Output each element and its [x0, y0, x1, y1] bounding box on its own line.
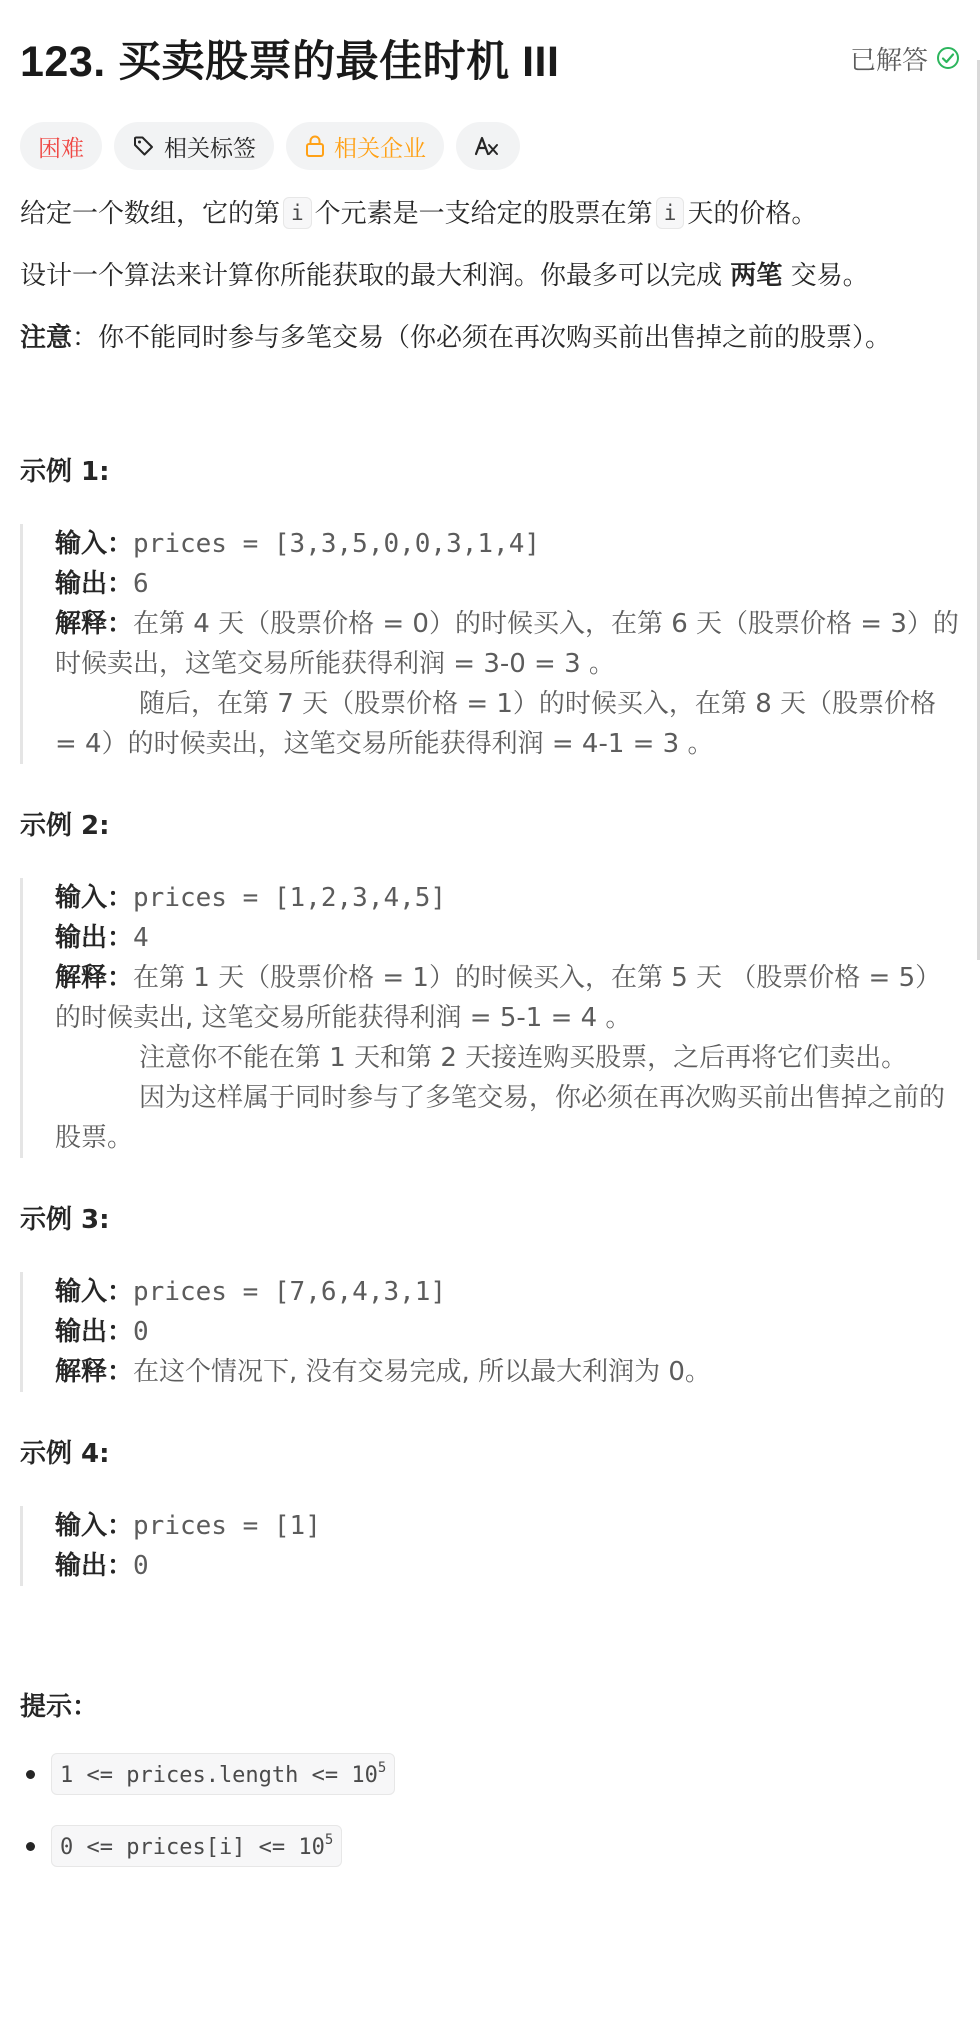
- desc-text: 给定一个数组，它的第: [20, 199, 281, 229]
- description-paragraph-2: [20, 256, 960, 296]
- difficulty-label: 困难: [38, 135, 84, 162]
- input-label: 输入：: [55, 1277, 134, 1307]
- related-companies-button[interactable]: [286, 122, 444, 170]
- example-explain-line: [55, 1078, 960, 1158]
- example-output-line: [55, 1546, 960, 1586]
- example-explain-line: [55, 684, 960, 764]
- check-circle-icon: [936, 46, 960, 70]
- constraint-item: [26, 1825, 960, 1867]
- output-label: 输出：: [55, 923, 134, 953]
- explain-label: 解释：: [55, 1357, 134, 1387]
- example-3-title: 示例 3:: [20, 1205, 110, 1235]
- input-label: 输入：: [55, 1511, 134, 1541]
- example-output-line: [55, 564, 960, 604]
- output-label: 输出：: [55, 1317, 134, 1347]
- description-paragraph-1: [20, 194, 960, 234]
- solved-label: 已解答: [849, 45, 928, 76]
- constraint-text: 1 <= prices.length <= 10: [60, 1763, 378, 1788]
- translate-button[interactable]: [456, 122, 520, 170]
- constraint-exponent: 5: [377, 1760, 387, 1776]
- desc-bold: 两笔: [730, 261, 783, 291]
- example-1-title: 示例 1:: [20, 457, 110, 487]
- example-explain-line: [55, 1352, 960, 1392]
- example-input-line: [55, 1272, 960, 1312]
- problem-header: [20, 28, 960, 88]
- note-label: 注意: [20, 323, 73, 353]
- constraints-title: 提示：: [20, 1692, 99, 1722]
- solved-status: [850, 40, 960, 77]
- example-output-line: [55, 1312, 960, 1352]
- example-input: prices = [1,2,3,4,5]: [133, 883, 447, 913]
- related-companies-label: 相关企业: [334, 135, 426, 162]
- tag-icon: [132, 134, 156, 158]
- constraint-code: [51, 1825, 342, 1867]
- desc-text: 设计一个算法来计算你所能获取的最大利润。你最多可以完成: [20, 261, 723, 291]
- example-explain: 随后，在第 7 天（股票价格 = 1）的时候买入，在第 8 天（股票价格 = 4）的时候卖出，这笔交易所能获得利润 = 4-1 = 3 。: [55, 689, 936, 759]
- example-output: 0: [133, 1551, 149, 1581]
- example-explain: 在这个情况下, 没有交易完成, 所以最大利润为 0。: [133, 1357, 711, 1387]
- example-explain: 在第 1 天（股票价格 = 1）的时候买入，在第 5 天 （股票价格 = 5）的时候卖出, 这笔交易所能获得利润 = 5-1 = 4 。: [55, 963, 942, 1033]
- example-input: prices = [7,6,4,3,1]: [133, 1277, 447, 1307]
- input-label: 输入：: [55, 883, 134, 913]
- description-note: [20, 318, 960, 358]
- lock-icon: [304, 134, 326, 158]
- inline-code: i: [283, 197, 312, 229]
- example-1-block: [20, 524, 960, 764]
- note-text: ：你不能同时参与多笔交易（你必须在再次购买前出售掉之前的股票）。: [72, 323, 892, 353]
- desc-text: 个元素是一支给定的股票在第: [314, 199, 653, 229]
- example-explain: 注意你不能在第 1 天和第 2 天接连购买股票，之后再将它们卖出。: [139, 1043, 908, 1073]
- problem-title: 123. 买卖股票的最佳时机 III: [20, 37, 560, 86]
- example-2-block: [20, 878, 960, 1158]
- related-tags-button[interactable]: [114, 122, 274, 170]
- example-input: prices = [1]: [133, 1511, 321, 1541]
- input-label: 输入：: [55, 529, 134, 559]
- example-input-line: [55, 524, 960, 564]
- related-tags-label: 相关标签: [164, 135, 256, 162]
- constraint-item: [26, 1753, 960, 1795]
- example-explain-line: [55, 1038, 960, 1078]
- output-label: 输出：: [55, 569, 134, 599]
- example-explain-line: [55, 604, 960, 684]
- example-input: prices = [3,3,5,0,0,3,1,4]: [133, 529, 541, 559]
- example-2-title: 示例 2:: [20, 811, 110, 841]
- constraint-text: 0 <= prices[i] <= 10: [60, 1835, 325, 1860]
- example-4-block: [20, 1506, 960, 1586]
- bullet-icon: [26, 1770, 35, 1779]
- example-output: 4: [133, 923, 149, 953]
- constraint-exponent: 5: [324, 1832, 334, 1848]
- example-output: 0: [133, 1317, 149, 1347]
- example-explain: 在第 4 天（股票价格 = 0）的时候买入，在第 6 天（股票价格 = 3）的时候卖出，这笔交易所能获得利润 = 3-0 = 3 。: [55, 609, 959, 679]
- translate-icon: [474, 134, 502, 158]
- example-4-title: 示例 4:: [20, 1439, 110, 1469]
- bullet-icon: [26, 1842, 35, 1851]
- tag-bar: [20, 122, 960, 170]
- constraints-list: [20, 1753, 960, 1867]
- output-label: 输出：: [55, 1551, 134, 1581]
- difficulty-badge[interactable]: [20, 122, 102, 170]
- example-3-block: [20, 1272, 960, 1392]
- example-explain: 因为这样属于同时参与了多笔交易，你必须在再次购买前出售掉之前的股票。: [55, 1083, 946, 1153]
- example-output: 6: [133, 569, 149, 599]
- example-input-line: [55, 878, 960, 918]
- inline-code: i: [656, 197, 685, 229]
- example-output-line: [55, 918, 960, 958]
- example-input-line: [55, 1506, 960, 1546]
- explain-label: 解释：: [55, 609, 134, 639]
- desc-text: 天的价格。: [687, 199, 818, 229]
- constraint-code: [51, 1753, 395, 1795]
- explain-label: 解释：: [55, 963, 134, 993]
- example-explain-line: [55, 958, 960, 1038]
- desc-text: 交易。: [790, 261, 869, 291]
